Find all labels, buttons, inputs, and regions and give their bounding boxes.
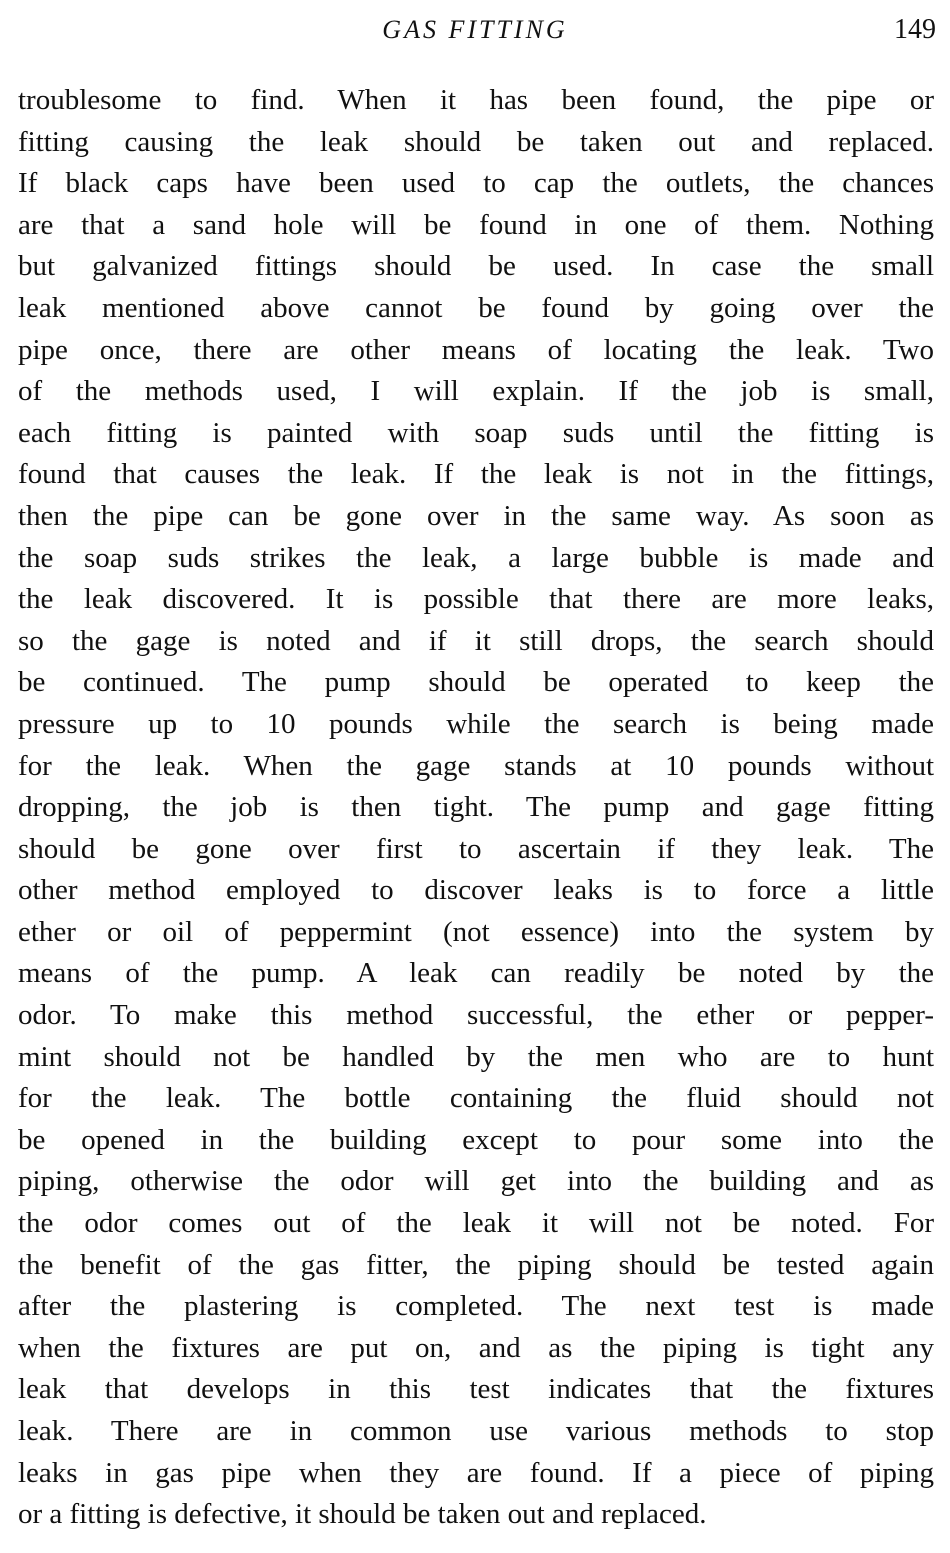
text-line: should be gone over first to ascertain if they leak. The: [18, 832, 934, 865]
text-line: when the fixtures are put on, and as the piping is tight any: [18, 1331, 934, 1364]
text-line: troublesome to find. When it has been found, the pipe or: [18, 84, 934, 116]
text-line: leak that develops in this test indicates that the fixtures: [18, 1373, 934, 1406]
text-line: for the leak. When the gage stands at 10 pounds without: [18, 749, 934, 782]
text-line: pressure up to 10 pounds while the search is being made: [18, 707, 934, 740]
text-line: other method employed to discover leaks is to force a little: [18, 874, 934, 907]
text-line: piping, otherwise the odor will get into the building and as: [18, 1165, 934, 1198]
text-line: ether or oil of peppermint (not essence) into the system by: [18, 915, 934, 948]
text-line: leak mentioned above cannot be found by going over the: [18, 291, 934, 324]
text-line: so the gage is noted and if it still drops, the search should: [18, 624, 934, 657]
text-line: of the methods used, I will explain. If the job is small,: [18, 375, 934, 408]
page-number: 149: [894, 14, 936, 45]
text-line: If black caps have been used to cap the outlets, the chances: [18, 167, 934, 200]
text-line: the soap suds strikes the leak, a large bubble is made and: [18, 541, 934, 574]
running-head: [0, 10, 950, 50]
body-paragraph: [18, 80, 934, 1536]
text-line: for the leak. The bottle containing the fluid should not: [18, 1082, 934, 1115]
text-line: the odor comes out of the leak it will not be noted. For: [18, 1207, 934, 1240]
text-line: each fitting is painted with soap suds until the fitting is: [18, 416, 934, 449]
running-title: GAS FITTING: [382, 15, 568, 44]
text-line: dropping, the job is then tight. The pump and gage fitting: [18, 791, 934, 824]
text-line: but galvanized fittings should be used. In case the small: [18, 250, 934, 283]
text-line: be opened in the building except to pour some into the: [18, 1123, 934, 1156]
text-line: after the plastering is completed. The next test is made: [18, 1290, 934, 1323]
text-line: the benefit of the gas fitter, the piping should be tested again: [18, 1248, 934, 1281]
text-line: fitting causing the leak should be taken out and replaced.: [18, 125, 934, 158]
text-line: or a fitting is defective, it should be taken out and replaced.: [18, 1498, 707, 1531]
text-line: then the pipe can be gone over in the same way. As soon as: [18, 499, 934, 532]
text-line: are that a sand hole will be found in one of them. Nothing: [18, 208, 934, 241]
text-line: found that causes the leak. If the leak is not in the fittings,: [18, 458, 934, 491]
text-line: the leak discovered. It is possible that there are more leaks,: [18, 583, 934, 616]
text-line: odor. To make this method successful, the ether or pepper-: [18, 999, 934, 1032]
text-line: leak. There are in common use various methods to stop: [18, 1415, 934, 1447]
text-line: be continued. The pump should be operated to keep the: [18, 666, 934, 699]
text-line: mint should not be handled by the men who are to hunt: [18, 1040, 934, 1073]
text-line: pipe once, there are other means of locating the leak. Two: [18, 333, 934, 366]
text-line: means of the pump. A leak can readily be noted by the: [18, 957, 934, 990]
text-line: leaks in gas pipe when they are found. If a piece of piping: [18, 1456, 934, 1489]
